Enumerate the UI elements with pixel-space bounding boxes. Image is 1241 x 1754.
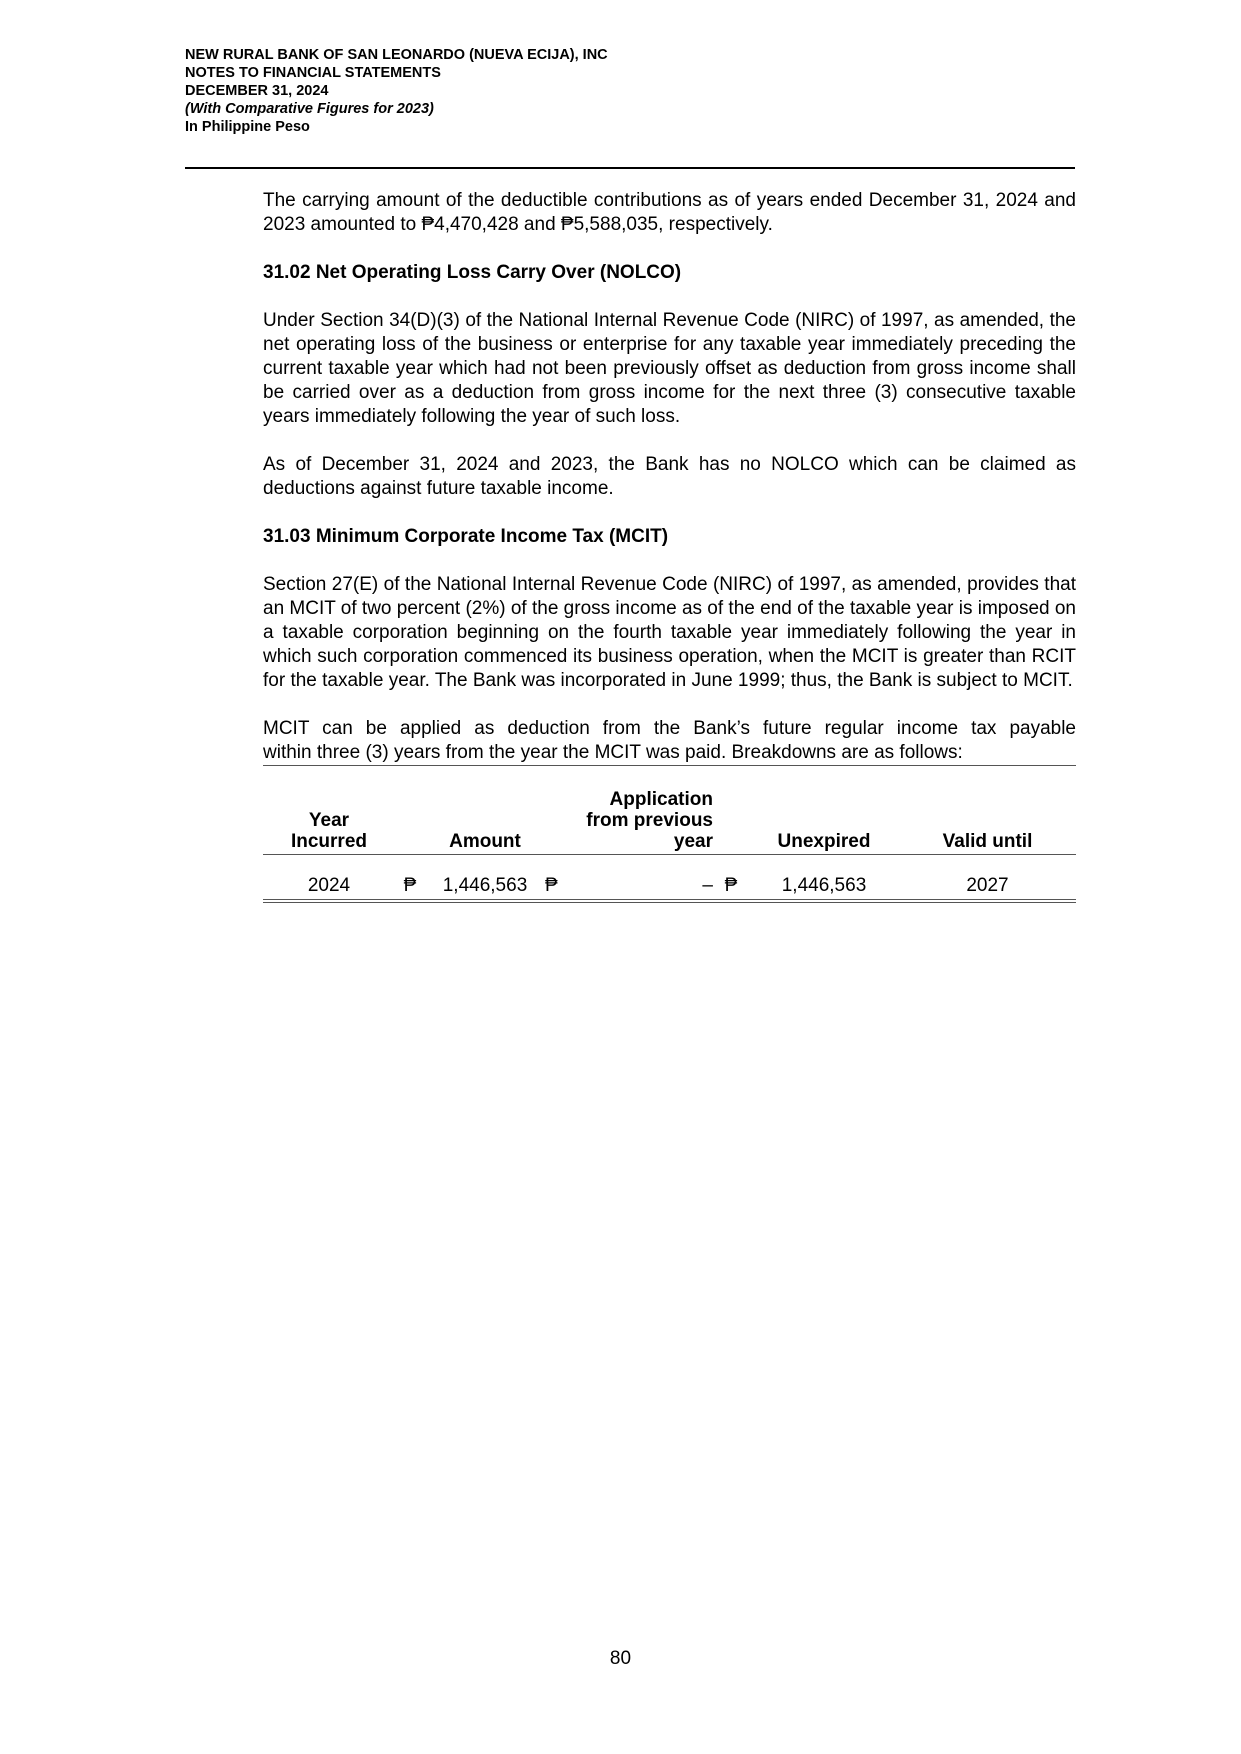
header-application-from-previous-year: Application from previous year: [585, 789, 713, 855]
mcit-paragraph-2-line-2: within three (3) years from the year the MCIT was paid. Breakdowns are as follows:: [263, 741, 1076, 766]
peso-sign: ₱: [545, 855, 585, 902]
mcit-breakdown-table: [263, 789, 1076, 903]
header-valid-until: Valid until: [899, 789, 1076, 855]
table-row: [263, 855, 1076, 902]
table-header-row: [263, 789, 1076, 855]
intro-paragraph: The carrying amount of the deductible contributions as of years ended December 31, 2024 and 2023 amounted to ₱4,470,428 and ₱5,588,035, respectively.: [263, 190, 1076, 235]
header-year-incurred: Year Incurred: [263, 789, 395, 855]
cell-valid-until: 2027: [899, 855, 1076, 902]
nolco-paragraph-2: As of December 31, 2024 and 2023, the Bank has no NOLCO which can be claimed as deductions against future taxable income.: [263, 454, 1076, 499]
header-divider: [185, 167, 1075, 169]
peso-sign: ₱: [395, 855, 425, 902]
page-number: 80: [609, 1648, 632, 1669]
comparative-note: (With Comparative Figures for 2023): [185, 101, 434, 117]
company-name: NEW RURAL BANK OF SAN LEONARDO (NUEVA ECIJA), INC: [185, 47, 608, 63]
peso-sign: ₱: [713, 855, 749, 902]
document-header: [185, 46, 608, 136]
cell-application: –: [585, 855, 713, 902]
mcit-paragraph-2-line-1: MCIT can be applied as deduction from the Bank’s future regular income tax payable: [263, 718, 1076, 739]
document-body: [263, 189, 1076, 766]
header-unexpired: Unexpired: [749, 789, 899, 855]
nolco-paragraph-1: Under Section 34(D)(3) of the National Internal Revenue Code (NIRC) of 1997, as amended, the net operating loss of the business or enterprise for any taxable year immediately preceding the current taxable year which had not been previously offset as deduction from gross income shall be carried over as a deduction from gross income for the next three (3) consecutive taxable years immediately following the year of such loss.: [263, 310, 1076, 427]
section-heading-nolco: 31.02 Net Operating Loss Carry Over (NOLCO): [263, 262, 682, 283]
statement-date: DECEMBER 31, 2024: [185, 83, 329, 99]
section-heading-mcit: 31.03 Minimum Corporate Income Tax (MCIT): [263, 526, 669, 547]
document-title: NOTES TO FINANCIAL STATEMENTS: [185, 65, 441, 81]
cell-year-incurred: 2024: [263, 855, 395, 902]
currency-note: In Philippine Peso: [185, 119, 310, 135]
cell-unexpired: 1,446,563: [749, 855, 899, 902]
mcit-paragraph-1: Section 27(E) of the National Internal Revenue Code (NIRC) of 1997, as amended, provides that an MCIT of two percent (2%) of the gross income as of the end of the taxable year is imposed on a taxable corporation beginning on the fourth taxable year immediately following the year in which such corporation commenced its business operation, when the MCIT is greater than RCIT for the taxable year. The Bank was incorporated in June 1999; thus, the Bank is subject to MCIT.: [263, 574, 1076, 691]
header-amount: Amount: [425, 789, 545, 855]
cell-amount: 1,446,563: [425, 855, 545, 902]
